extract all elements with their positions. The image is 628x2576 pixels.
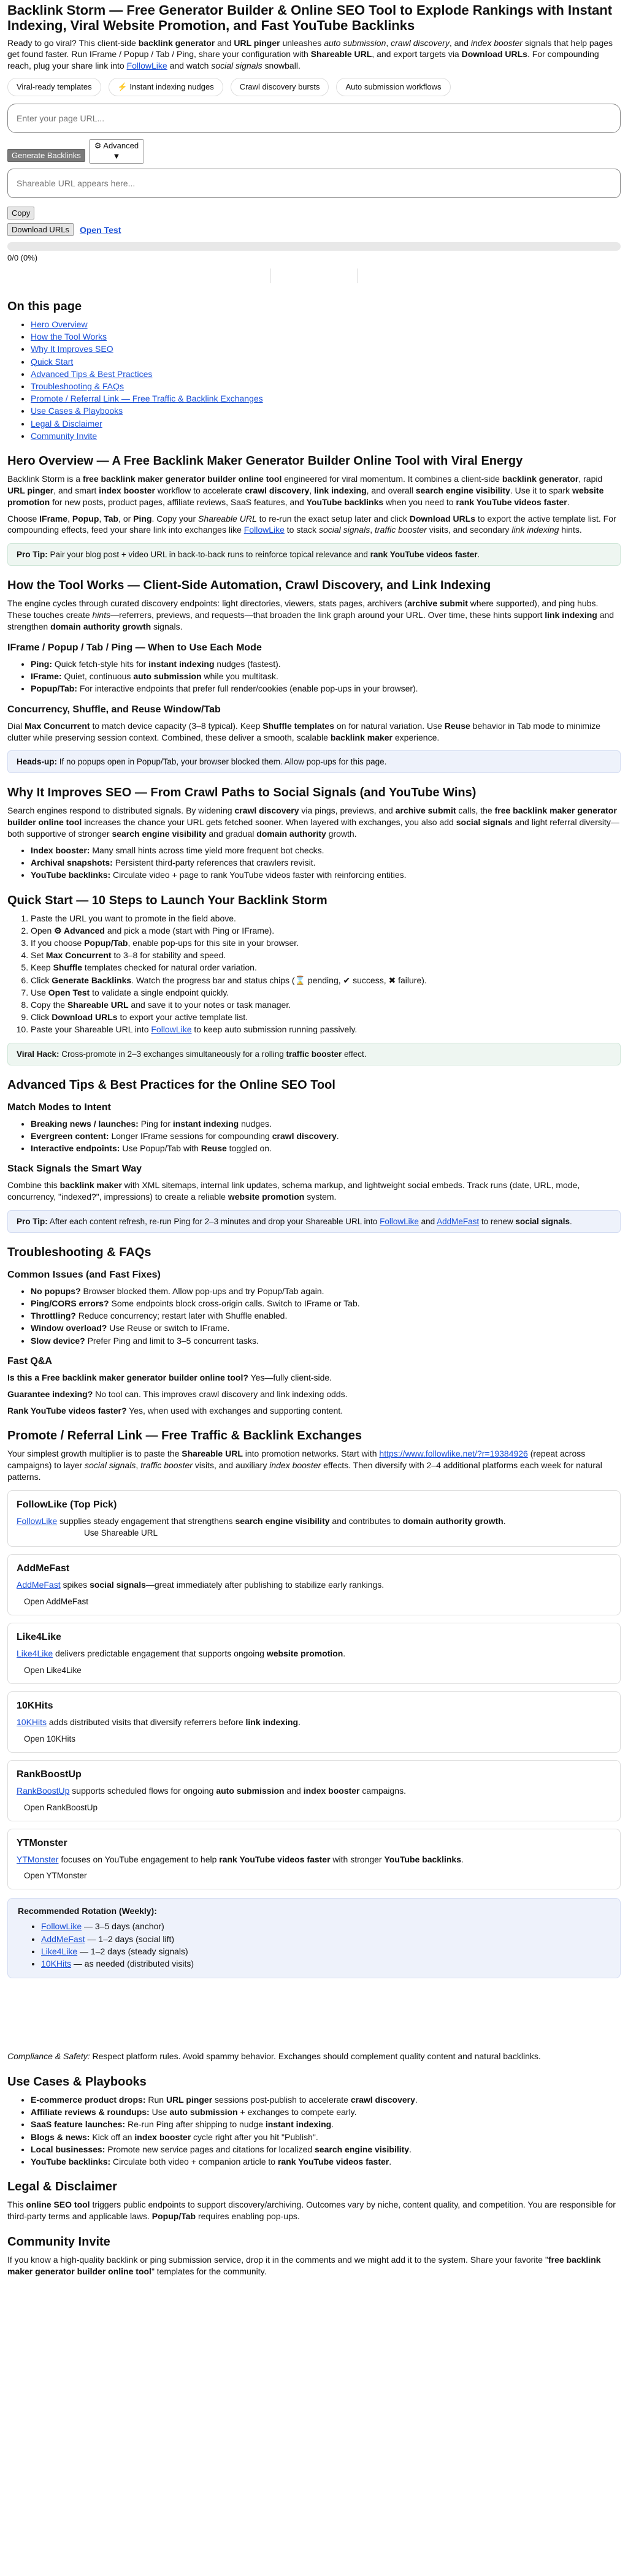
modes-heading: IFrame / Popup / Tab / Ping — When to Use Each Mode bbox=[7, 642, 262, 654]
addmefast-link[interactable]: AddMeFast bbox=[437, 1216, 480, 1226]
list-item: • Slow device? Prefer Ping and limit to 3–5 concurrent tasks. bbox=[31, 1335, 621, 1346]
promote-heading: Promote / Referral Link — Free Traffic & Backlink Exchanges bbox=[7, 1429, 362, 1443]
open-test-link[interactable]: Open Test bbox=[79, 224, 121, 235]
chevron-down-icon: ▼ bbox=[112, 151, 121, 161]
addmefast-link[interactable]: AddMeFast bbox=[17, 1580, 61, 1590]
toc-item[interactable]: How the Tool Works bbox=[31, 332, 107, 342]
exchange-card-ytmonster: YTMonster YTMonster focuses on YouTube engagement to help rank YouTube videos faster with stronger YouTube backlinks. Open YTMonster bbox=[7, 1829, 621, 1890]
list-item: • IFrame: Quiet, continuous auto submission while you multitask. bbox=[31, 671, 621, 682]
common-issues-heading: Common Issues (and Fast Fixes) bbox=[7, 1269, 161, 1280]
copy-button[interactable]: Copy bbox=[7, 207, 34, 219]
open-ytmonster-button[interactable]: Open YTMonster bbox=[24, 1871, 87, 1881]
how-paragraph: The engine cycles through curated discovery endpoints: light directories, viewers, stats pages, archivers (archive submit where supported), and ping hubs. These touches create hints—referrers, previews, and requests—that broaden the link graph around your URL. Over time, these hints support link indexing and strengthen domain authority growth signals. bbox=[7, 598, 615, 632]
quick-steps bbox=[7, 913, 621, 1035]
progress-bar bbox=[7, 242, 621, 251]
rotation-heading: Recommended Rotation (Weekly): bbox=[18, 1906, 157, 1916]
list-item: 8. Copy the Shareable URL and save it to your notes or task manager. bbox=[31, 999, 621, 1010]
tool-controls bbox=[7, 139, 621, 164]
ytmonster-link[interactable]: YTMonster bbox=[17, 1854, 59, 1864]
section-legal bbox=[7, 2179, 621, 2222]
list-item: • YouTube backlinks: Circulate both video + companion article to rank YouTube videos faster. bbox=[31, 2156, 621, 2167]
list-item: • E-commerce product drops: Run URL pinger sessions post-publish to accelerate crawl discovery. bbox=[31, 2094, 621, 2105]
list-item: • YouTube backlinks: Circulate video + page to rank YouTube videos faster with reinforcing entities. bbox=[31, 869, 621, 880]
addmefast-link[interactable]: AddMeFast bbox=[41, 1934, 85, 1944]
exchange-title: RankBoostUp bbox=[17, 1769, 82, 1780]
legal-paragraph: This online SEO tool triggers public endpoints to support discovery/archiving. Outcomes vary by niche, content quality, and competition. You are responsible for third-party terms and applicable laws. Popup/Tab requires enabling pop-ups. bbox=[7, 2200, 616, 2222]
exchange-title: YTMonster bbox=[17, 1837, 67, 1848]
section-advanced bbox=[7, 1078, 621, 1233]
toc-item[interactable]: Use Cases & Playbooks bbox=[31, 406, 123, 416]
advanced-label: ⚙ Advanced bbox=[94, 141, 139, 151]
use-shareable-url-button[interactable]: Use Shareable URL bbox=[84, 1528, 158, 1538]
pro-tip-callout: Pro Tip: After each content refresh, re-run Ping for 2–3 minutes and drop your Shareable URL into FollowLike and AddMeFast to renew social signals. bbox=[7, 1210, 621, 1233]
followlike-link[interactable]: FollowLike bbox=[243, 525, 285, 535]
list-item: • AddMeFast — 1–2 days (social lift) bbox=[41, 1934, 610, 1945]
rotation-box bbox=[7, 1898, 621, 1978]
exchange-card-10khits: 10KHits 10KHits adds distributed visits that diversify referrers before link indexing. Open 10KHits bbox=[7, 1691, 621, 1753]
followlike-link[interactable]: FollowLike bbox=[151, 1024, 192, 1035]
exchange-title: AddMeFast bbox=[17, 1563, 70, 1574]
list-item: 7. Use Open Test to validate a single endpoint quickly. bbox=[31, 987, 621, 998]
list-item: 1. Paste the URL you want to promote in the field above. bbox=[31, 913, 621, 924]
list-item: • No popups? Browser blocked them. Allow pop-ups and try Popup/Tab again. bbox=[31, 1286, 621, 1297]
list-item: • 10KHits — as needed (distributed visits) bbox=[41, 1958, 610, 1969]
10khits-link[interactable]: 10KHits bbox=[41, 1959, 72, 1969]
section-quick-start bbox=[7, 893, 621, 1065]
quick-heading: Quick Start — 10 Steps to Launch Your Backlink Storm bbox=[7, 893, 327, 907]
list-item: • Archival snapshots: Persistent third-party references that crawlers revisit. bbox=[31, 857, 621, 868]
page-title: Backlink Storm — Free Generator Builder & Online SEO Tool to Explode Rankings with Instant Indexing, Viral Website Promotion, and Fast YouTube Backlinks bbox=[7, 2, 613, 34]
list-item: • Interactive endpoints: Use Popup/Tab with Reuse toggled on. bbox=[31, 1143, 621, 1154]
advanced-heading: Advanced Tips & Best Practices for the Online SEO Tool bbox=[7, 1078, 335, 1092]
open-like4like-button[interactable]: Open Like4Like bbox=[24, 1665, 82, 1675]
shareable-url-input[interactable] bbox=[7, 169, 621, 198]
community-paragraph: If you know a high-quality backlink or ping submission service, drop it in the comments and we might add it to the system. Share your favorite "free backlink maker generator builder online tool" templates for the community. bbox=[7, 2255, 601, 2276]
list-item: 9. Click Download URLs to export your active template list. bbox=[31, 1012, 621, 1023]
modes-list bbox=[7, 658, 621, 695]
list-item: • Breaking news / launches: Ping for instant indexing nudges. bbox=[31, 1118, 621, 1129]
list-item: • Window overload? Use Reuse or switch to IFrame. bbox=[31, 1322, 621, 1333]
faq-heading: Fast Q&A bbox=[7, 1355, 52, 1366]
exchange-card-rankboostup: RankBoostUp RankBoostUp supports scheduled flows for ongoing auto submission and index booster campaigns. Open RankBoostUp bbox=[7, 1760, 621, 1821]
concurrency-heading: Concurrency, Shuffle, and Reuse Window/Tab bbox=[7, 704, 221, 715]
pill-instant-indexing: ⚡ Instant indexing nudges bbox=[109, 78, 223, 96]
match-heading: Match Modes to Intent bbox=[7, 1102, 111, 1113]
list-item: • Local businesses: Promote new service pages and citations for localized search engine visibility. bbox=[31, 2144, 621, 2155]
status-chips-area bbox=[7, 269, 621, 287]
stack-paragraph: Combine this backlink maker with XML sitemaps, internal link updates, schema markup, and lightweight social embeds. Track runs (date, URL, mode, concurrency, "indexed?", impressions) to create a reliable website promotion system. bbox=[7, 1180, 580, 1202]
list-item: • Index booster: Many small hints across time yield more frequent bot checks. bbox=[31, 845, 621, 856]
stack-heading: Stack Signals the Smart Way bbox=[7, 1164, 142, 1175]
list-item: • Ping: Quick fetch-style hits for instant indexing nudges (fastest). bbox=[31, 658, 621, 669]
toc-item[interactable]: Hero Overview bbox=[31, 319, 88, 330]
why-heading: Why It Improves SEO — From Crawl Paths to Social Signals (and YouTube Wins) bbox=[7, 786, 477, 800]
rankboostup-link[interactable]: RankBoostUp bbox=[17, 1785, 70, 1796]
followlike-link[interactable]: FollowLike bbox=[41, 1921, 82, 1932]
toc-heading: On this page bbox=[7, 300, 82, 314]
faq-item: Guarantee indexing? No tool can. This improves crawl discovery and link indexing odds. bbox=[7, 1389, 348, 1399]
toc-item[interactable]: Legal & Disclaimer bbox=[31, 418, 102, 429]
toc-item[interactable]: Advanced Tips & Best Practices bbox=[31, 368, 153, 379]
faq-item: Rank YouTube videos faster? Yes, when used with exchanges and supporting content. bbox=[7, 1405, 343, 1416]
list-item: • SaaS feature launches: Re-run Ping after shipping to nudge instant indexing. bbox=[31, 2119, 621, 2130]
usecases-list bbox=[7, 2094, 621, 2167]
list-item: 3. If you choose Popup/Tab, enable pop-ups for this site in your browser. bbox=[31, 937, 621, 948]
feature-pills bbox=[7, 78, 621, 96]
section-community bbox=[7, 2235, 621, 2277]
list-item: • Blogs & news: Kick off an index booster cycle right after you hit "Publish". bbox=[31, 2132, 621, 2143]
followlike-link[interactable]: FollowLike bbox=[126, 61, 167, 71]
list-item: • Affiliate reviews & roundups: Use auto submission + exchanges to compete early. bbox=[31, 2106, 621, 2117]
compliance-note: Compliance & Safety: Respect platform rules. Avoid spammy behavior. Exchanges should complement quality content and natural backlinks. bbox=[7, 2051, 541, 2062]
list-item: • Popup/Tab: For interactive endpoints that prefer full render/cookies (enable pop-ups in your browser). bbox=[31, 683, 621, 694]
toc-item[interactable]: Promote / Referral Link — Free Traffic & Backlink Exchanges bbox=[31, 394, 263, 404]
hero-heading: Hero Overview — A Free Backlink Maker Generator Builder Online Tool with Viral Energy bbox=[7, 454, 523, 468]
advanced-toggle[interactable] bbox=[89, 139, 144, 164]
pill-auto-submission: Auto submission workflows bbox=[336, 78, 450, 96]
followlike-link[interactable]: FollowLike bbox=[380, 1216, 419, 1226]
toc-item[interactable]: Community Invite bbox=[31, 430, 98, 441]
toc-item[interactable]: Quick Start bbox=[31, 356, 74, 367]
concurrency-paragraph: Dial Max Concurrent to match device capacity (3–8 typical). Keep Shuffle templates on for natural variation. Use Reuse behavior in Tab mode to minimize clutter while preserving session context. Combined, these deliver a smooth, scalable backlink maker experience. bbox=[7, 720, 600, 742]
section-use-cases bbox=[7, 2075, 621, 2167]
pill-viral-templates: Viral-ready templates bbox=[7, 78, 101, 96]
download-row bbox=[7, 223, 621, 236]
legal-heading: Legal & Disclaimer bbox=[7, 2180, 117, 2194]
why-paragraph: Search engines respond to distributed signals. By widening crawl discovery via pings, previews, and archive submit calls, the free backlink maker generator builder online tool increases the chance your URL gets fetched sooner. When layered with exchanges, you also add social signals and light referral diversity—both supportive of stronger search engine visibility and gradual domain authority growth. bbox=[7, 806, 619, 839]
section-promote bbox=[7, 1428, 621, 2062]
list-item: 2. Open ⚙ Advanced and pick a mode (start with Ping or IFrame). bbox=[31, 925, 621, 936]
exchange-title: FollowLike (Top Pick) bbox=[17, 1499, 117, 1511]
like4like-link[interactable]: Like4Like bbox=[41, 1946, 78, 1956]
list-item: 10. Paste your Shareable URL into FollowLike to keep auto submission running passively. bbox=[31, 1024, 621, 1035]
progress-text: 0/0 (0%) bbox=[7, 253, 38, 263]
download-urls-button[interactable]: Download URLs bbox=[7, 223, 74, 236]
open-10khits-button[interactable]: Open 10KHits bbox=[24, 1734, 76, 1743]
toc-item[interactable]: Troubleshooting & FAQs bbox=[31, 381, 124, 391]
pro-tip-callout: Pro Tip: Pair your blog post + video URL in back-to-back runs to reinforce topical relevance and rank YouTube videos faster. bbox=[7, 543, 621, 566]
generate-backlinks-button[interactable]: Generate Backlinks bbox=[7, 149, 85, 162]
usecases-heading: Use Cases & Playbooks bbox=[7, 2075, 147, 2089]
list-item: • Evergreen content: Longer IFrame sessions for compounding crawl discovery. bbox=[31, 1130, 621, 1141]
heads-up-callout: Heads-up: If no popups open in Popup/Tab, your browser blocked them. Allow pop-ups for this page. bbox=[7, 750, 621, 773]
promote-paragraph: Your simplest growth multiplier is to paste the Shareable URL into promotion networks. Start with https://www.followlike.net/?r=19384926 (repeat across campaigns) to layer social signals, traffic booster visits, and auxiliary index booster effects. Then diversify with 2–4 additional platforms each week for natural patterns. bbox=[7, 1449, 602, 1482]
like4like-link[interactable]: Like4Like bbox=[17, 1648, 53, 1658]
open-rankboostup-button[interactable]: Open RankBoostUp bbox=[24, 1802, 98, 1812]
how-heading: How the Tool Works — Client-Side Automation, Crawl Discovery, and Link Indexing bbox=[7, 579, 491, 593]
table-of-contents bbox=[7, 299, 621, 441]
section-hero bbox=[7, 454, 621, 566]
exchange-card-addmefast: AddMeFast AddMeFast spikes social signals—great immediately after publishing to stabilize early rankings. Open AddMeFast bbox=[7, 1554, 621, 1615]
list-item: 6. Click Generate Backlinks. Watch the progress bar and status chips (⌛ pending, ✔ success, ✖ failure). bbox=[31, 975, 621, 986]
hero-paragraph-1: Backlink Storm is a free backlink maker generator builder online tool engineered for viral momentum. It combines a client-side backlink generator, rapid URL pinger, and smart index booster workflow to accelerate crawl discovery, link indexing, and overall search engine visibility. Use it to spark website promotion for new posts, product pages, affiliate reviews, SaaS features, and YouTube backlinks when you need to rank YouTube videos faster. bbox=[7, 473, 604, 507]
exchange-title: 10KHits bbox=[17, 1700, 53, 1711]
toc-item[interactable]: Why It Improves SEO bbox=[31, 344, 113, 354]
followlike-link[interactable]: FollowLike bbox=[17, 1516, 58, 1526]
intro-paragraph: Ready to go viral? This client-side backlink generator and URL pinger unleashes auto submission, crawl discovery, and index booster signals that help pages get found faster. Run IFrame / Popup / Tab / Ping, share your configuration with Shareable URL, and export targets via Download URLs. For compounding reach, plug your share link into FollowLike and watch social signals snowball. bbox=[7, 37, 613, 71]
viral-hack-callout: Viral Hack: Cross-promote in 2–3 exchanges simultaneously for a rolling traffic booster effect. bbox=[7, 1043, 621, 1065]
exchange-card-like4like: Like4Like Like4Like delivers predictable engagement that supports ongoing website promotion. Open Like4Like bbox=[7, 1623, 621, 1684]
section-troubleshooting bbox=[7, 1245, 621, 1417]
referral-link[interactable]: https://www.followlike.net/?r=19384926 bbox=[379, 1449, 528, 1459]
faq-item: Is this a Free backlink maker generator builder online tool? Yes—fully client-side. bbox=[7, 1372, 332, 1382]
match-list bbox=[7, 1118, 621, 1154]
section-why bbox=[7, 785, 621, 880]
why-list bbox=[7, 845, 621, 881]
trouble-heading: Troubleshooting & FAQs bbox=[7, 1245, 151, 1259]
community-heading: Community Invite bbox=[7, 2235, 110, 2249]
exchange-title: Like4Like bbox=[17, 1631, 61, 1642]
list-item: 5. Keep Shuffle templates checked for natural order variation. bbox=[31, 962, 621, 973]
page-url-input[interactable] bbox=[7, 104, 621, 133]
list-item: • Like4Like — 1–2 days (steady signals) bbox=[41, 1946, 610, 1957]
copy-row bbox=[7, 207, 621, 219]
list-item: 4. Set Max Concurrent to 3–8 for stability and speed. bbox=[31, 950, 621, 961]
list-item: • Throttling? Reduce concurrency; restart later with Shuffle enabled. bbox=[31, 1310, 621, 1321]
section-how bbox=[7, 578, 621, 773]
issues-list bbox=[7, 1286, 621, 1346]
10khits-link[interactable]: 10KHits bbox=[17, 1717, 47, 1727]
hero-paragraph-2: Choose IFrame, Popup, Tab, or Ping. Copy your Shareable URL to re-run the exact setup later and click Download URLs to export the active template list. For compounding effects, feed your share link into exchanges like FollowLike to stack social signals, traffic booster visits, and secondary link indexing hints. bbox=[7, 513, 616, 535]
pill-crawl-discovery: Crawl discovery bursts bbox=[231, 78, 329, 96]
exchange-card-followlike: FollowLike (Top Pick) FollowLike supplies steady engagement that strengthens search engine visibility and contributes to domain authority growth. Use Shareable URL bbox=[7, 1490, 621, 1547]
open-addmefast-button[interactable]: Open AddMeFast bbox=[24, 1596, 89, 1606]
list-item: • FollowLike — 3–5 days (anchor) bbox=[41, 1921, 610, 1932]
list-item: • Ping/CORS errors? Some endpoints block cross-origin calls. Switch to IFrame or Tab. bbox=[31, 1298, 621, 1309]
